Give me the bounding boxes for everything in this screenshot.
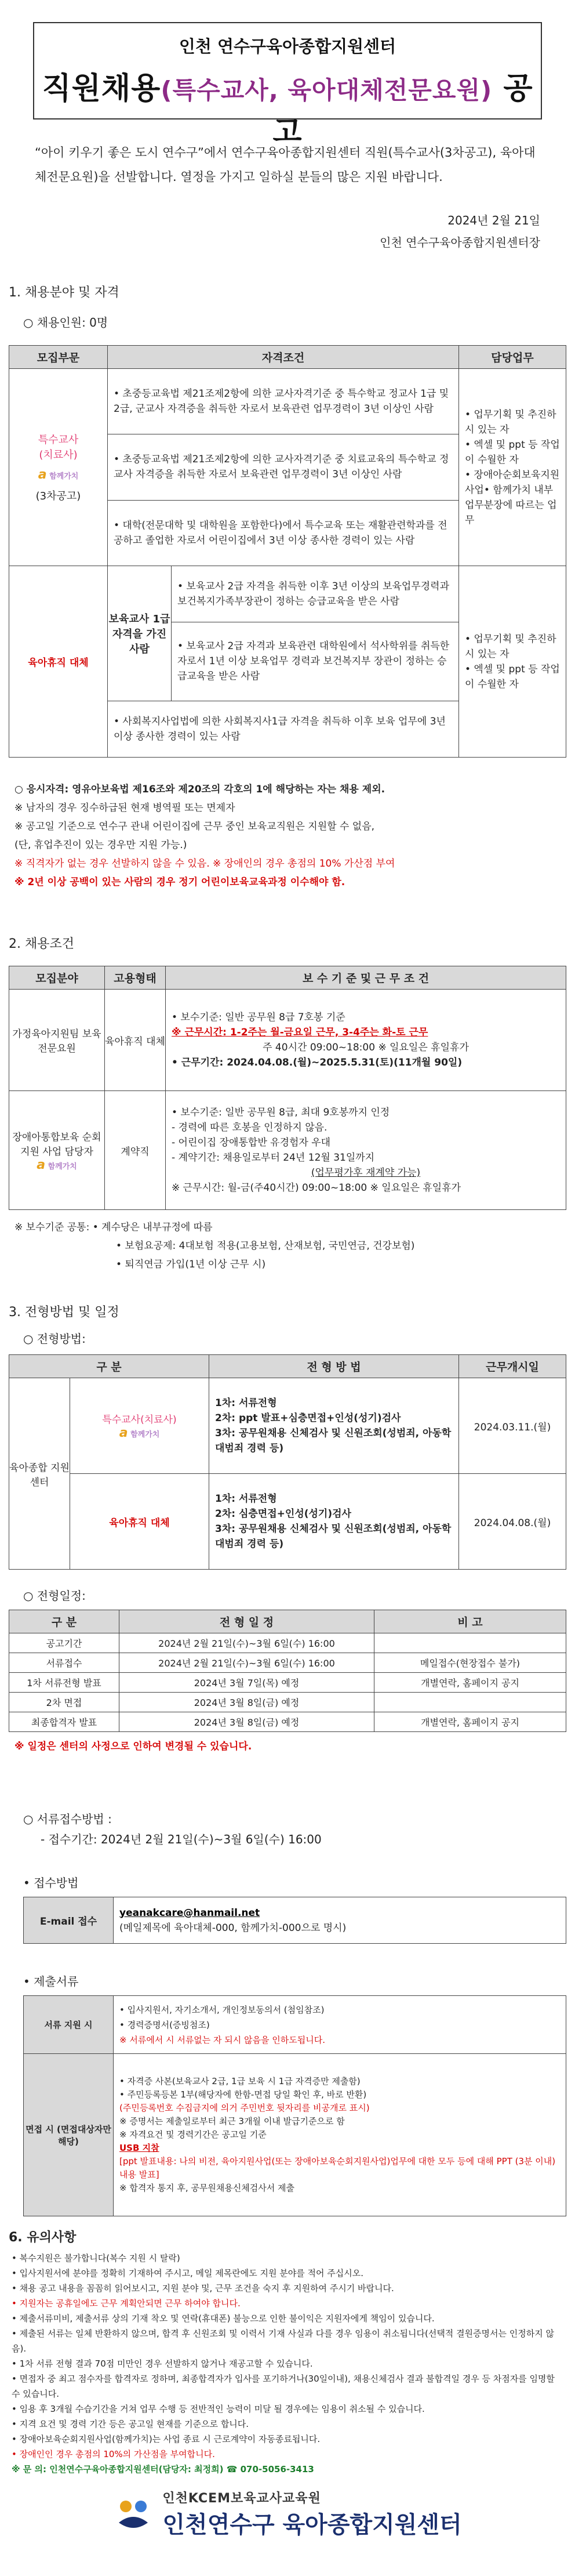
table-header: 구 분 (9, 1610, 119, 1633)
table-header: 보 수 기 준 및 근 무 조 건 (166, 966, 566, 990)
table-cell: • 보육교사 2급 자격과 보육관련 대학원에서 석사학위를 취득한 자로서 1년 이상 보육업무 경력과 보건복지부 장관이 정하는 승급교육을 받은 사람 (172, 622, 459, 701)
table-cell: 육아휴직 대체 (105, 990, 166, 1091)
title-paren: (특수교사, 육아대체전문요원) (161, 76, 493, 104)
list-item: • 채용 공고 내용을 꼼꼼히 읽어보시고, 지원 분야 및, 근무 조건을 숙지 후 지원하여 주시기 바랍니다. (12, 2283, 394, 2294)
conditions-table (9, 966, 566, 1210)
table-header: 전 형 방 법 (209, 1355, 459, 1378)
sub-teacher-cell: 육아휴직 대체 (9, 566, 108, 758)
announcement-signer: 인천 연수구육아종합지원센터장 (380, 236, 540, 249)
table-row (9, 566, 566, 622)
intro-text: “아이 키우기 좋은 도시 연수구”에서 연수구육아종합지원센터 직원(특수교사(3차공고), 육아대체전문요원)을 선발합니다. 열정을 가지고 일하실 분들의 많은 지원 바랍니다. (35, 146, 536, 184)
table-row: 공고기간 2024년 2월 21일(수)~3월 6일(수) 16:00 (9, 1633, 566, 1653)
section-1-title: 1. 채용분야 및 자격 (9, 285, 119, 300)
table-cell: 1차: 서류전형 2차: 심층면접+인성(성기)검사 3차: 공무원채용 신체검사 및 신원조회(성범죄, 아동학대범죄 경력 등) (209, 1474, 459, 1570)
email-table (23, 1897, 566, 1944)
table-header: 담당업무 (459, 346, 566, 369)
table-cell: • 보수기준: 일반 공무원 8급, 최대 9호봉까지 인정 - 경력에 따른 호봉을 인정하지 않음. - 어린이집 장애통합반 유경험자 우대 - 계약기간: 채용일로부터 24년 12월 31일까지 (업무평가후 재계약 가능) ※ 근무시간: 월-금(주40시간) 09:00~18:00 ※ 일요일은 휴일휴가 (166, 1091, 566, 1210)
table-row: 서류접수 2024년 2월 21일(수)~3월 6일(수) 16:00 메일접수(현장접수 불가) (9, 1653, 566, 1673)
welfare-notes: ※ 보수기준 공통: • 계수당은 내부규정에 따름 • 보험요공제: 4대보험 적용(고용보험, 산재보험, 국민연금, 건강보험) • 퇴직연금 가입(1년 이상 근무 시) (14, 1222, 415, 1270)
table-header: 모집부문 (9, 346, 108, 369)
footer-main: 인천연수구 육아종합지원센터 (162, 2512, 462, 2538)
table-cell: 1차: 서류전형 2차: ppt 발표+심층면접+인성(성기)검사 3차: 공무원채용 신체검사 및 신원조회(성범죄, 아동학대범죄 경력 등) (209, 1378, 459, 1474)
table-header-row (9, 346, 566, 369)
table-row (9, 1474, 566, 1570)
footer-sub: 인천KCEM보육교사교육원 (162, 2491, 321, 2506)
list-item: • 제출서류미비, 제출서류 상의 기재 착오 및 연락(휴대폰) 불능으로 인한 불이익은 지원자에게 책임이 있습니다. (12, 2313, 435, 2324)
section-3-title: 3. 전형방법 및 일정 (9, 1305, 119, 1320)
announcement-date: 2024년 2월 21일 (447, 213, 540, 227)
title-main: 직원채용 (42, 71, 161, 106)
table-header: 고용형태 (105, 966, 166, 990)
table-row (24, 1996, 566, 2054)
section-3-sub2: ○ 전형일정: (23, 1589, 86, 1603)
table-cell: 육아종합 지원센터 (9, 1378, 70, 1570)
section-3-sub1: ○ 전형방법: (23, 1332, 86, 1346)
section-6-title: 6. 유의사항 (9, 2230, 77, 2245)
table-cell: E-mail 접수 (24, 1897, 114, 1944)
caution-list (12, 2251, 562, 2477)
table-row (9, 1091, 566, 1210)
table-header: 자격조건 (108, 346, 459, 369)
hamkke-logo: a 함께가치 (37, 1157, 77, 1172)
center-logo-icon (113, 2494, 154, 2534)
table-row (24, 2054, 566, 2216)
list-item: • 임용 후 3개월 수습기간을 거쳐 업무 수행 등 전반적인 능력이 미달 될 경우에는 임용이 취소될 수 있습니다. (12, 2404, 425, 2414)
table-header: 비 고 (374, 1610, 566, 1633)
table-cell: 장애아통합보육 순회지원 사업 담당자 a 함께가치 (9, 1091, 105, 1210)
table-row (9, 990, 566, 1091)
table-cell: 가정육아지원팀 보육전문요원 (9, 990, 105, 1091)
table-cell: • 보육교사 2급 자격을 취득한 이후 3년 이상의 보육업무경력과 보건복지가족부장관이 정하는 승급교육을 받은 사람 (172, 566, 459, 622)
title-box (33, 22, 542, 150)
special-duty-cell: • 업무기획 및 추진하시 있는 자 • 엑셀 및 ppt 등 작업이 수월한 자 • 장애아순회보육지원사업• 함께가치 내부 업무분장에 따르는 업무 (459, 369, 566, 566)
selection-table (9, 1354, 566, 1570)
list-item: • 장애인인 경우 총점의 10%의 가산점을 부여합니다. (12, 2449, 215, 2459)
table-cell: 서류 지원 시 (24, 1996, 114, 2054)
table-header: 구 분 (9, 1355, 209, 1378)
table-cell: 2024.04.08.(월) (459, 1474, 566, 1570)
title-end: 공고 (272, 71, 533, 150)
table-cell: • 자격증 사본(보육교사 2급, 1급 보육 시 1급 자격증만 제출함) • 주민등록등본 1부(해당자에 한함-면접 당일 확인 후, 바로 반환) (주민등록번호 수집금지에 의거 주민번호 뒷자리를 비공개로 표시) ※ 증명서는 제출일로부터 최근 3개월 이내 발급기준으로 함 ※ 자격요건 및 경력기간은 공고일 기준 USB 지참 [ppt 발표내용: 나의 비전, 육아지원사업(또는 장애아보육순회지원사업)업무에 대한 모두 등에 대해 PPT (3분 이내) 내용 발표] ※ 합격자 통지 후, 공무원채용신체검사서 제출 (114, 2054, 566, 2216)
list-item: • 복수지원은 불가합니다(복수 지원 시 탈락) (12, 2253, 180, 2263)
section-1-sub: ○ 채용인원: 0명 (23, 316, 108, 329)
table-header-row (9, 966, 566, 990)
qualification-notes: ○ 응시자격: 영유아보육법 제16조와 제20조의 각호의 1에 해당하는 자는 채용 제외. ※ 남자의 경우 징수하급된 현재 병역필 또는 면제자 ※ 공고일 기준으로 연수구 관내 어린이집에 근무 중인 보육교직원은 지원할 수 없음, (단, 휴업추진이 있는 경우만 지원 가능.) ※ 직격자가 없는 경우 선발하지 않을 수 있음. ※ 장애인의 경우 총점의 10% 가산점 부여 ※ 2년 이상 공백이 있는 사람의 경우 정기 어린이보육교육과정 이수해야 함. (14, 784, 395, 888)
list-item: • 지격 요건 및 경력 기간 등은 공고일 현재를 기준으로 합니다. (12, 2419, 249, 2429)
contact-line: ※ 문 의: 인천연수구육아종합지원센터(담당자: 최정희) ☎ 070-5056-3413 (12, 2464, 314, 2474)
table-row (24, 1897, 566, 1944)
table-row: 1차 서류전형 발표 2024년 3월 7일(목) 예정 개별연락, 홈페이지 공지 (9, 1673, 566, 1693)
table-cell: yeanakcare@hanmail.net (메일제목에 육아대체-000, 함께가치-000으로 명시) (114, 1897, 566, 1944)
special-sub: (3차공고) (35, 490, 81, 502)
table-row: 최종합격자 발표 2024년 3월 8일(금) 예정 개별연락, 홈페이지 공지 (9, 1712, 566, 1732)
email-link[interactable]: yeanakcare@hanmail.net (119, 1907, 260, 1919)
table-cell: 2024.03.11.(월) (459, 1378, 566, 1474)
page-title (34, 64, 541, 151)
table-cell: • 초중등교육법 제21조제2항에 의한 교사자격기준 중 치료교육의 특수학교 정교사 자격증을 취득한 자로서 보육관련 업무경력이 3년 이상인 사람 (108, 434, 459, 500)
table-row (9, 1378, 566, 1474)
org-name: 인천 연수구육아종합지원센터 (179, 37, 396, 56)
footer-logo (0, 2488, 575, 2539)
table-cell: • 입사지원서, 자기소개서, 개인정보동의서 (첨임참조) • 경력증명서(증빙첨조) ※ 서류에서 시 서류없는 자 되시 않음을 인하도됩니다. (114, 1996, 566, 2054)
table-header-row (9, 1355, 566, 1378)
section-4-title: ○ 서류접수방법 : (23, 1812, 112, 1826)
table-row: 2차 면접 2024년 3월 8일(금) 예정 (9, 1693, 566, 1712)
table-header: 근무개시일 (459, 1355, 566, 1378)
application-period: - 접수기간: 2024년 2월 21일(수)~3월 6일(수) 16:00 (41, 1832, 322, 1846)
table-cell: • 초중등교육법 제21조제2항에 의한 교사자격기준 중 특수학교 정교사 1급 및 2급, 군교사 자격증을 취득한 자로서 보육관련 업무경력이 3년 이상인 사람 (108, 369, 459, 434)
schedule-note: ※ 일정은 센터의 사정으로 인하여 변경될 수 있습니다. (14, 1741, 252, 1752)
section-2-title: 2. 채용조건 (9, 937, 74, 951)
table-cell: • 보수기준: 일반 공무원 8급 7호봉 기준 ※ 근무시간: 1-2주는 월-금요일 근무, 3-4주는 화-토 근무 주 40시간 09:00~18:00 ※ 일요일은 휴일휴가 • 근무기간: 2024.04.08.(월)~2025.5.31(토)(11개월 90일) (166, 990, 566, 1091)
list-item: • 지원자는 공휴일에도 근무 계획안되면 근무 하여야 합니다. (12, 2298, 241, 2309)
hamkke-logo: a 함께가치 (38, 468, 79, 482)
list-item: • 장애아보육순회지원사업(함께가치)는 사업 종료 시 근로계약이 자동종료됩니다. (12, 2434, 321, 2444)
table-cell: 육아휴직 대체 (70, 1474, 209, 1570)
table-cell: 계약직 (105, 1091, 166, 1210)
table-header: 모집분야 (9, 966, 105, 990)
table-header: 전 형 일 정 (119, 1610, 374, 1633)
table-header-row (9, 1610, 566, 1633)
list-item: • 1차 서류 전형 결과 70점 미만인 경우 선발하지 않거나 재공고할 수 있습니다. (12, 2358, 313, 2369)
documents-table (23, 1995, 566, 2216)
list-item: • 면접자 중 최고 점수자를 합격자로 정하며, 최종합격자가 입사를 포기하거나(30일이내), 채용신체검사 결과 불합격일 경우 등 차점자를 임명할 수 있습니다. (12, 2374, 555, 2399)
list-item: • 제출된 서류는 일체 반환하지 않으며, 합격 후 신원조회 및 이력서 기재 사실과 다를 경우 임용이 취소됩니다(선택적 결원증명서는 인정하지 않음). (12, 2328, 554, 2354)
hamkke-logo: a 함께가치 (119, 1426, 160, 1440)
documents-title: • 제출서류 (23, 1974, 79, 1988)
sub-role-cell: 보육교사 1급 자격을 가진 사람 (108, 566, 172, 701)
table-cell: 면접 시 (면접대상자만 해당) (24, 2054, 114, 2216)
list-item: • 입사지원서에 분야를 정확히 기재하여 주시고, 메일 제목란에도 지원 분야를 적어 주십시오. (12, 2268, 363, 2278)
qualification-table (9, 345, 566, 758)
table-row (9, 369, 566, 434)
table-cell: 특수교사(치료사) a 함께가치 (70, 1378, 209, 1474)
schedule-table (9, 1610, 566, 1732)
special-teacher-cell (9, 369, 108, 566)
table-cell: • 사회복지사업법에 의한 사회복지사1급 자격을 취득하 이후 보육 업무에 3년 이상 종사한 경력이 있는 사람 (108, 701, 459, 757)
sub-duty-cell: • 업무기획 및 추진하시 있는 자 • 엑셀 및 ppt 등 작업이 수월한 자 (459, 566, 566, 758)
special-label: 특수교사 (치료사) (38, 434, 79, 461)
table-cell: • 대학(전문대학 및 대학원을 포함한다)에서 특수교육 또는 재활관련학과를 전공하고 졸업한 자로서 어린이집에서 3년 이상 종사한 경력이 있는 사람 (108, 500, 459, 566)
application-method: • 접수방법 (23, 1876, 79, 1890)
